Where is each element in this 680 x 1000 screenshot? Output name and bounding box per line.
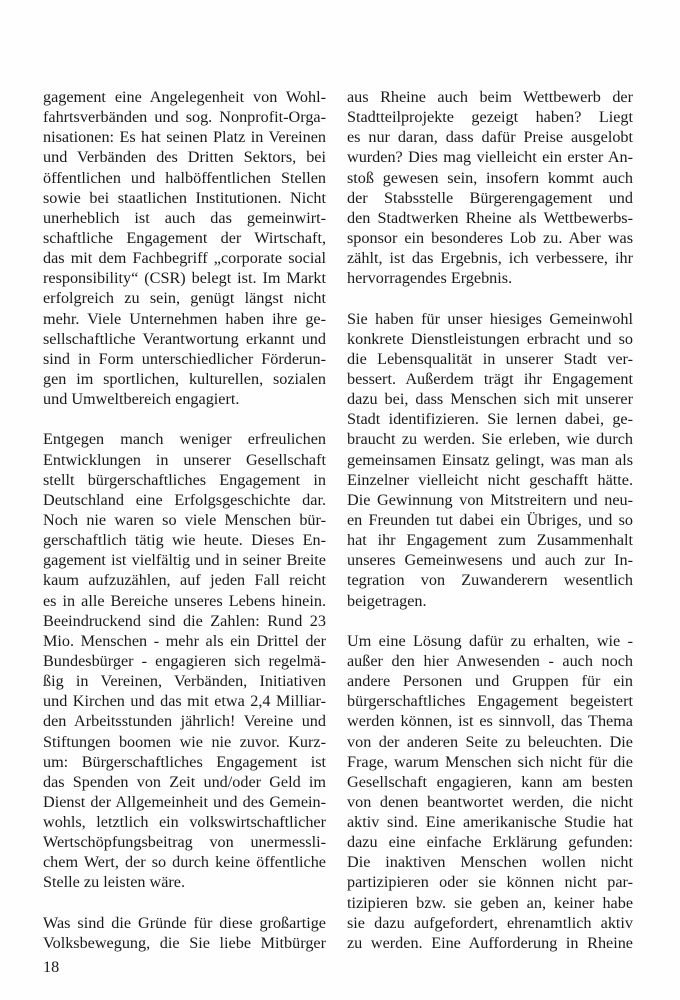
text-line: Die inaktiven Menschen wollen nicht: [347, 853, 633, 872]
text-line: zählt, ist das Ergebnis, ich verbessere, ihr: [347, 249, 633, 268]
text-line: gerschaftlich tätig wie heute. Dieses En-: [43, 531, 326, 550]
text-line: hervorragendes Ergebnis.: [347, 269, 513, 288]
text-line: gagement ist vielfältig und in seiner Breite: [43, 551, 326, 570]
text-line: Stelle zu leisten wäre.: [43, 873, 186, 892]
text-line: Mio. Menschen - mehr als ein Drittel der: [43, 631, 326, 650]
text-line: Wertschöpfungsbeitrag von unermessli-: [43, 833, 326, 852]
text-line: unseres Gemeinwesens und auch zur In-: [347, 551, 633, 570]
text-line: von denen beantwortet werden, die nicht: [347, 792, 633, 811]
text-line: Stadt identifizieren. Sie lernen dabei, ge-: [347, 410, 633, 429]
text-line: Stadtteilprojekte gezeigt haben? Liegt: [347, 108, 633, 127]
text-line: bessert. Außerdem trägt ihr Engagement: [347, 369, 633, 388]
text-line: braucht zu werden. Sie erleben, wie durch: [347, 430, 633, 449]
text-line: und Verbänden des Dritten Sektors, bei: [43, 148, 326, 167]
paragraph: [43, 429, 326, 892]
page-number: 18: [43, 958, 60, 976]
text-line: sellschaftliche Verantwortung erkannt und: [43, 329, 326, 348]
paragraph: [347, 87, 633, 288]
text-line: werden können, ist es sinnvoll, das Thema: [347, 712, 633, 731]
text-line: das Spenden von Zeit und/oder Geld im: [43, 772, 326, 791]
text-line: aus Rheine auch beim Wettbewerb der: [347, 88, 633, 106]
text-line: sowie bei staatlichen Institutionen. Nicht: [43, 188, 326, 207]
text-line: sind in Form unterschiedlicher Förderun-: [43, 349, 326, 368]
paragraph: [43, 87, 326, 409]
text-line: wurden? Dies mag vielleicht ein erster An-: [347, 148, 633, 167]
text-line: Um eine Lösung dafür zu erhalten, wie -: [347, 631, 633, 650]
text-line: Deutschland eine Erfolgsgeschichte dar.: [43, 490, 326, 509]
left-column: [43, 87, 326, 953]
text-line: chem Wert, der so durch keine öffentliche: [43, 853, 326, 872]
text-line: aktiv sind. Eine amerikanische Studie hat: [347, 813, 633, 832]
paragraph: [347, 631, 633, 953]
text-line: nisationen: Es hat seinen Platz in Vereinen: [43, 128, 326, 147]
text-line: Stiftungen boomen wie nie zuvor. Kurz-: [43, 732, 326, 751]
text-line: dazu eine einfache Erklärung gefunden:: [347, 833, 633, 852]
text-line: beigetragen.: [347, 591, 427, 610]
text-line: andere Personen und Gruppen für ein: [347, 672, 633, 691]
text-line: zu werden. Eine Aufforderung in Rheine: [347, 933, 633, 952]
paragraph: [347, 309, 633, 611]
text-line: gemeinsamen Einsatz gelingt, was man als: [347, 450, 633, 469]
text-line: Frage, warum Menschen sich nicht für die: [347, 752, 633, 771]
text-line: hat ihr Engagement zum Zusammenhalt: [347, 531, 633, 550]
text-line: außer den hier Anwesenden - auch noch: [347, 651, 633, 670]
text-line: unerheblich ist auch das gemeinwirt-: [43, 208, 326, 227]
text-line: der Stabsstelle Bürgerengagement und: [347, 188, 633, 207]
text-line: ßig in Vereinen, Verbänden, Initiativen: [43, 672, 326, 691]
text-line: tizipieren bzw. sie geben an, keiner habe: [347, 893, 633, 912]
text-line: Beeindruckend sind die Zahlen: Rund 23: [43, 611, 326, 630]
text-line: Die Gewinnung von Mitstreitern und neu-: [347, 490, 633, 509]
text-line: die Lebensqualität in unserer Stadt ver-: [347, 349, 633, 368]
text-line: das mit dem Fachbegriff „corporate social: [43, 249, 326, 268]
paragraph-gap: [43, 409, 326, 429]
text-line: Noch nie waren so viele Menschen bür-: [43, 510, 326, 529]
text-line: kaum aufzuzählen, auf jeden Fall reicht: [43, 571, 326, 590]
text-line: sponsor ein besonderes Lob zu. Aber was: [347, 228, 633, 247]
text-line: sie dazu aufgefordert, ehrenamtlich aktiv: [347, 913, 633, 932]
text-line: stellt bürgerschaftliches Engagement in: [43, 470, 326, 489]
text-line: mehr. Viele Unternehmen haben ihre ge-: [43, 309, 326, 328]
text-line: gagement eine Angelegenheit von Wohl-: [43, 88, 326, 106]
text-line: fahrtsverbänden und sog. Nonprofit-Orga-: [43, 108, 326, 127]
text-line: es in alle Bereiche unseres Lebens hinein.: [43, 591, 326, 610]
right-column: [347, 87, 633, 953]
text-line: wohls, letztlich ein volkswirtschaftlicher: [43, 813, 326, 832]
text-line: Entgegen manch weniger erfreulichen: [43, 430, 326, 449]
paragraph-gap: [347, 288, 633, 308]
text-line: und Umweltbereich engagiert.: [43, 390, 240, 409]
text-line: konkrete Dienstleistungen erbracht und so: [347, 329, 633, 348]
text-line: partizipieren oder sie können nicht par-: [347, 873, 633, 892]
text-line: schaftliche Engagement der Wirtschaft,: [43, 228, 326, 247]
text-line: es nur daran, dass dafür Preise ausgelobt: [347, 128, 633, 147]
text-line: responsibility“ (CSR) belegt ist. Im Markt: [43, 269, 326, 288]
text-line: Was sind die Gründe für diese großartige: [43, 913, 326, 932]
text-line: tegration von Zuwanderern wesentlich: [347, 571, 633, 590]
text-line: Volksbewegung, die Sie liebe Mitbürger: [43, 933, 326, 952]
text-line: gen im sportlichen, kulturellen, sozialen: [43, 369, 326, 388]
text-line: Sie haben für unser hiesiges Gemeinwohl: [347, 309, 633, 328]
paragraph-gap: [43, 893, 326, 913]
text-line: Einzelner vielleicht nicht geschafft hätte.: [347, 470, 633, 489]
text-line: öffentlichen und halböffentlichen Stellen: [43, 168, 326, 187]
text-line: um: Bürgerschaftliches Engagement ist: [43, 752, 326, 771]
text-line: Bundesbürger - engagieren sich regelmä-: [43, 651, 326, 670]
paragraph-gap: [347, 611, 633, 631]
text-line: bürgerschaftliches Engagement begeistert: [347, 692, 633, 711]
text-line: Gesellschaft engagieren, kann am besten: [347, 772, 633, 791]
text-line: und Kirchen und das mit etwa 2,4 Milliar-: [43, 692, 326, 711]
text-line: en Freunden tut dabei ein Übriges, und so: [347, 510, 633, 529]
text-line: Dienst der Allgemeinheit und des Gemein-: [43, 792, 326, 811]
text-line: Entwicklungen in unserer Gesellschaft: [43, 450, 326, 469]
text-line: dazu bei, dass Menschen sich mit unserer: [347, 390, 633, 409]
text-line: stoß gewesen sein, insofern kommt auch: [347, 168, 633, 187]
text-line: den Stadtwerken Rheine als Wettbewerbs-: [347, 208, 633, 227]
paragraph: [43, 913, 326, 953]
text-line: von der anderen Seite zu beleuchten. Die: [347, 732, 633, 751]
text-line: den Arbeitsstunden jährlich! Vereine und: [43, 712, 326, 731]
text-line: erfolgreich zu sein, genügt längst nicht: [43, 289, 326, 308]
